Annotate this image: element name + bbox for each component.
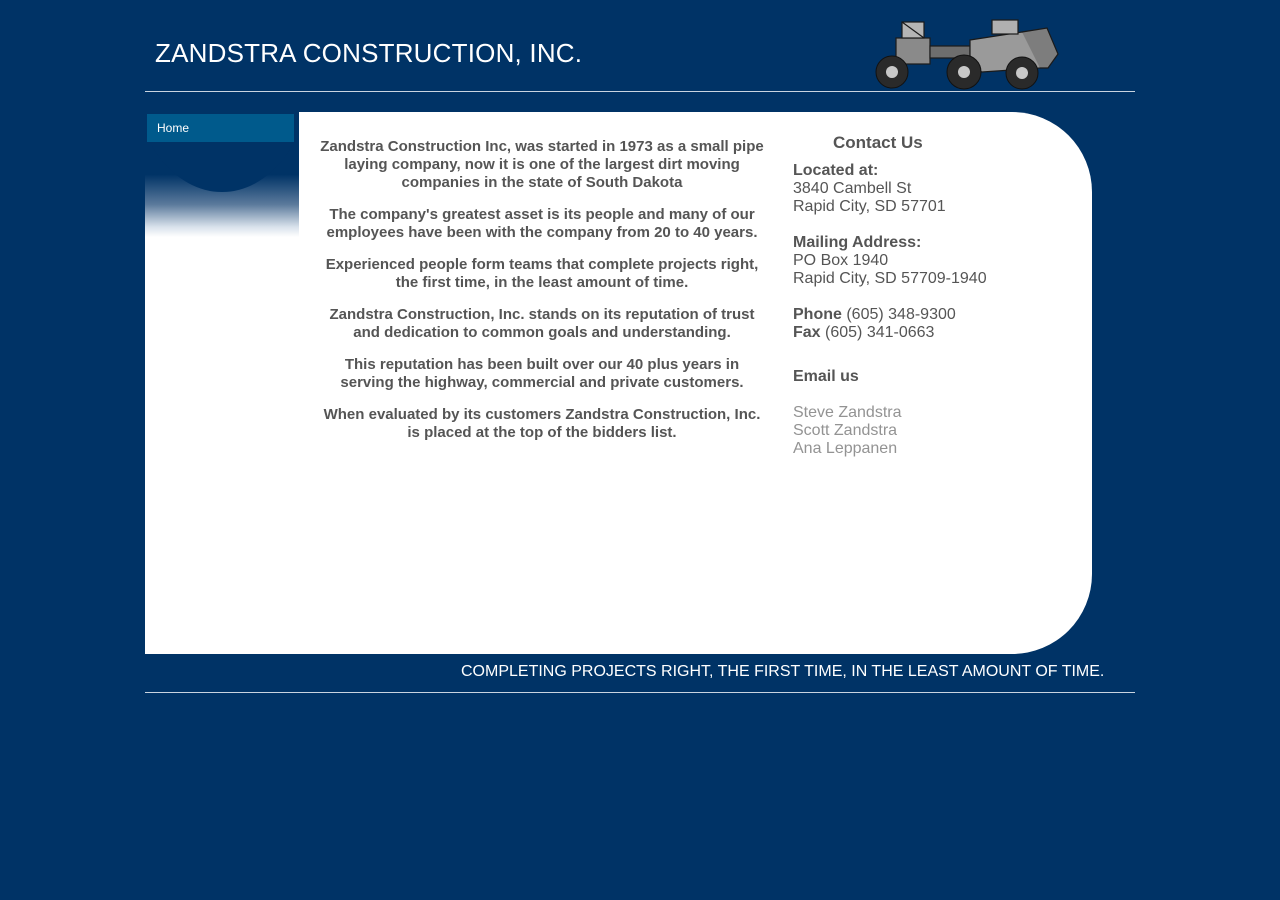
located-label: Located at:: [793, 162, 879, 179]
location-block: [793, 162, 1073, 216]
fax-row: [793, 324, 1073, 342]
mailing-block: [793, 234, 1073, 288]
construction-scraper-image: [872, 10, 1064, 91]
about-text: [320, 138, 764, 456]
phone-row: [793, 306, 1073, 324]
about-paragraph: When evaluated by its customers Zandstra Construction, Inc. is placed at the top of the bidders list.: [323, 406, 761, 441]
site-title: ZANDSTRA CONSTRUCTION, INC.: [155, 38, 583, 68]
address-line: 3840 Cambell St: [793, 180, 912, 197]
about-paragraph: Zandstra Construction Inc, was started in 1973 as a small pipe laying company, now it is one of the largest dirt moving companies in the state of South Dakota: [320, 138, 764, 191]
email-link-scott[interactable]: Scott Zandstra: [793, 422, 898, 439]
footer-tagline: COMPLETING PROJECTS RIGHT, THE FIRST TIME, IN THE LEAST AMOUNT OF TIME.: [461, 663, 1105, 680]
phone-label: Phone: [793, 306, 842, 323]
header-divider: [145, 91, 1135, 92]
about-paragraph: Experienced people form teams that complete projects right, the first time, in the least amount of time.: [325, 256, 759, 291]
fax-label: Fax: [793, 324, 821, 341]
contact-heading: Contact Us: [833, 133, 923, 152]
sidebar: [145, 112, 299, 654]
email-heading: Email us: [793, 368, 859, 385]
phone-number: (605) 348-9300: [846, 306, 956, 323]
footer-divider: [145, 692, 1135, 693]
email-list: [793, 404, 1073, 458]
mailing-line: PO Box 1940: [793, 252, 889, 269]
nav-item-home[interactable]: Home: [147, 114, 294, 142]
mailing-label: Mailing Address:: [793, 234, 922, 251]
email-link-ana[interactable]: Ana Leppanen: [793, 440, 898, 457]
contact-section: [793, 134, 1073, 458]
fax-number: (605) 341-0663: [825, 324, 935, 341]
about-paragraph: Zandstra Construction, Inc. stands on its reputation of trust and dedication to common goals and understanding.: [329, 306, 755, 341]
phone-block: [793, 306, 1073, 342]
address-line: Rapid City, SD 57701: [793, 198, 946, 215]
about-paragraph: This reputation has been built over our 40 plus years in serving the highway, commercial and private customers.: [340, 356, 744, 391]
email-link-steve[interactable]: Steve Zandstra: [793, 404, 902, 421]
about-paragraph: The company's greatest asset is its people and many of our employees have been with the company from 20 to 40 years.: [326, 206, 758, 241]
mailing-line: Rapid City, SD 57709-1940: [793, 270, 987, 287]
